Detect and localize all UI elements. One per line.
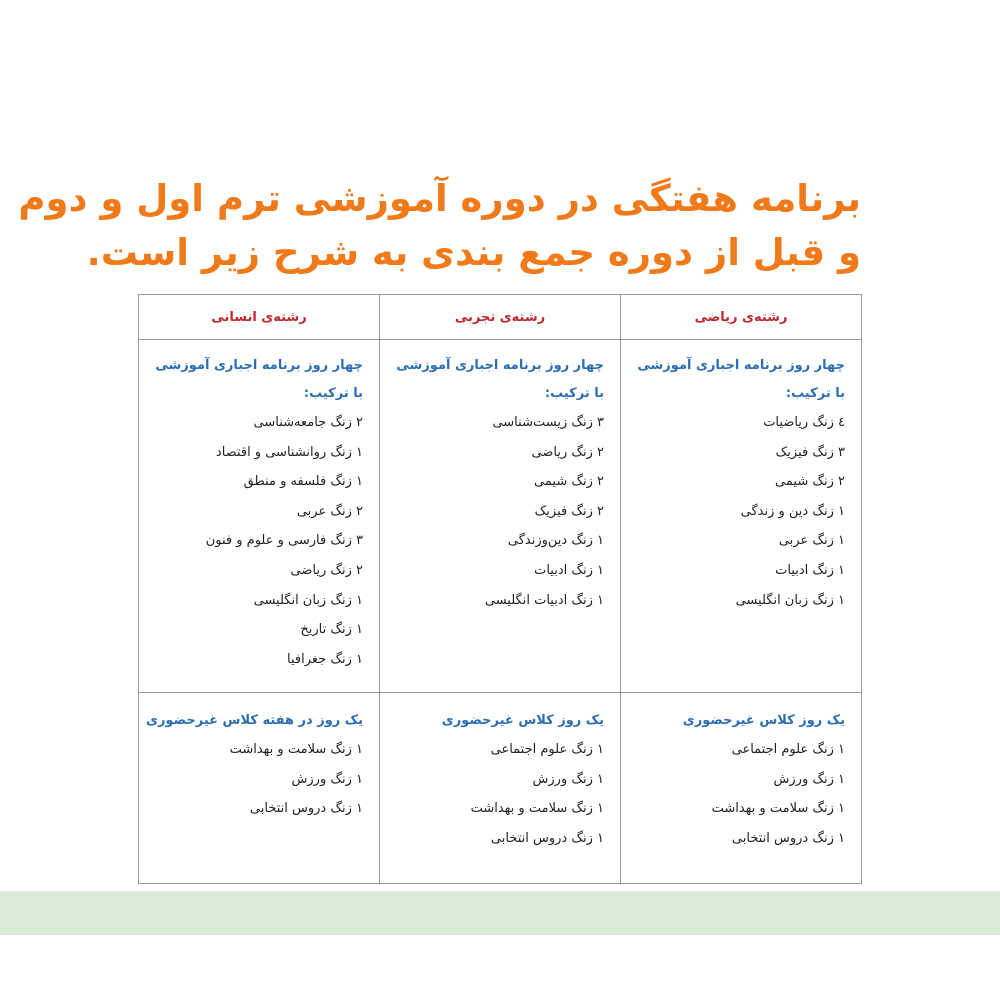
subject-item: ٢ زنگ ریاضی (531, 444, 604, 460)
optional-title: یک روز کلاس غیرحضوری (682, 713, 845, 728)
subject-item: ١ زنگ علوم اجتماعی (731, 742, 845, 757)
compulsory-list-humanities (147, 408, 363, 674)
subject-item: ١ زنگ دروس انتخابی (249, 801, 363, 817)
subject-item: ٢ زنگ عربی (296, 503, 363, 519)
subject-item: ١ زنگ روانشناسی و اقتصاد (215, 444, 363, 460)
optional-title: یک روز کلاس غیرحضوری (441, 713, 604, 728)
heading-line-2: و قبل از دوره جمع بندی به شرح زیر است. (86, 231, 861, 274)
compulsory-list-math (629, 408, 845, 615)
compulsory-subtitle: با ترکیب: (785, 386, 845, 401)
subject-item: ٤ زنگ ریاضیات (763, 415, 845, 430)
subject-item: ١ زنگ دروس انتخابی (490, 830, 604, 846)
optional-list-math (629, 735, 845, 853)
subject-item: ١ زنگ عربی (778, 533, 845, 549)
subject-item: ١ زنگ دین‌وزندگی (507, 533, 604, 549)
subject-item: ١ زنگ تاریخ (300, 622, 363, 638)
subject-item: ١ زنگ جغرافیا (287, 651, 363, 667)
footer-band (0, 891, 1000, 935)
subject-item: ١ زنگ زبان انگلیسی (735, 592, 845, 608)
compulsory-row (139, 340, 862, 693)
subject-item: ١ زنگ فلسفه و منطق (243, 474, 363, 490)
subject-item: ١ زنگ ورزش (532, 771, 604, 787)
subject-item: ١ زنگ زبان انگلیسی (253, 592, 363, 608)
optional-list-humanities (147, 735, 363, 824)
optional-title: یک روز در هفته کلاس غیرحضوری (146, 713, 363, 728)
subject-item: ١ زنگ ادبیات (534, 562, 604, 578)
subject-item: ٣ زنگ فارسی و علوم و فنون (205, 533, 363, 549)
compulsory-list-experimental (388, 408, 604, 615)
subject-item: ١ زنگ سلامت و بهداشت (229, 742, 363, 757)
optional-row (139, 693, 862, 884)
compulsory-title: چهار روز برنامه اجباری آموزشی (396, 358, 604, 373)
header-experimental: رشته‌ی تجربی (380, 295, 621, 340)
header-humanities: رشته‌ی انسانی (139, 295, 380, 340)
subject-item: ٢ زنگ شیمی (775, 474, 845, 490)
compulsory-title: چهار روز برنامه اجباری آموزشی (155, 358, 363, 373)
page-heading (18, 172, 861, 280)
subject-item: ٣ زنگ زیست‌شناسی (492, 415, 604, 430)
optional-cell-experimental (380, 693, 621, 884)
heading-line-1: برنامه هفتگی در دوره آموزشی ترم اول و دوم (18, 177, 861, 220)
header-row (139, 295, 862, 340)
compulsory-subtitle: با ترکیب: (303, 386, 363, 401)
subject-item: ١ زنگ ورزش (773, 771, 845, 787)
subject-item: ١ زنگ سلامت و بهداشت (470, 801, 604, 817)
compulsory-cell-experimental (380, 340, 621, 693)
subject-item: ١ زنگ علوم اجتماعی (490, 742, 604, 757)
header-math: رشته‌ی ریاضی (621, 295, 862, 340)
subject-item: ٢ زنگ جامعه‌شناسی (253, 415, 363, 430)
compulsory-cell-math (621, 340, 862, 693)
compulsory-subtitle: با ترکیب: (544, 386, 604, 401)
subject-item: ٣ زنگ فیزیک (775, 444, 845, 460)
optional-cell-humanities (139, 693, 380, 884)
subject-item: ١ زنگ سلامت و بهداشت (711, 801, 845, 817)
subject-item: ١ زنگ ادبیات انگلیسی (484, 592, 604, 608)
subject-item: ١ زنگ دروس انتخابی (731, 830, 845, 846)
schedule-table (138, 294, 862, 884)
subject-item: ٢ زنگ ریاضی (290, 562, 363, 578)
compulsory-cell-humanities (139, 340, 380, 693)
subject-item: ١ زنگ دین و زندگی (740, 503, 845, 519)
subject-item: ٢ زنگ شیمی (534, 474, 604, 490)
optional-list-experimental (388, 735, 604, 853)
optional-cell-math (621, 693, 862, 884)
compulsory-title: چهار روز برنامه اجباری آموزشی (637, 358, 845, 373)
subject-item: ١ زنگ ورزش (291, 771, 363, 787)
subject-item: ٢ زنگ فیزیک (534, 503, 604, 519)
subject-item: ١ زنگ ادبیات (775, 562, 845, 578)
